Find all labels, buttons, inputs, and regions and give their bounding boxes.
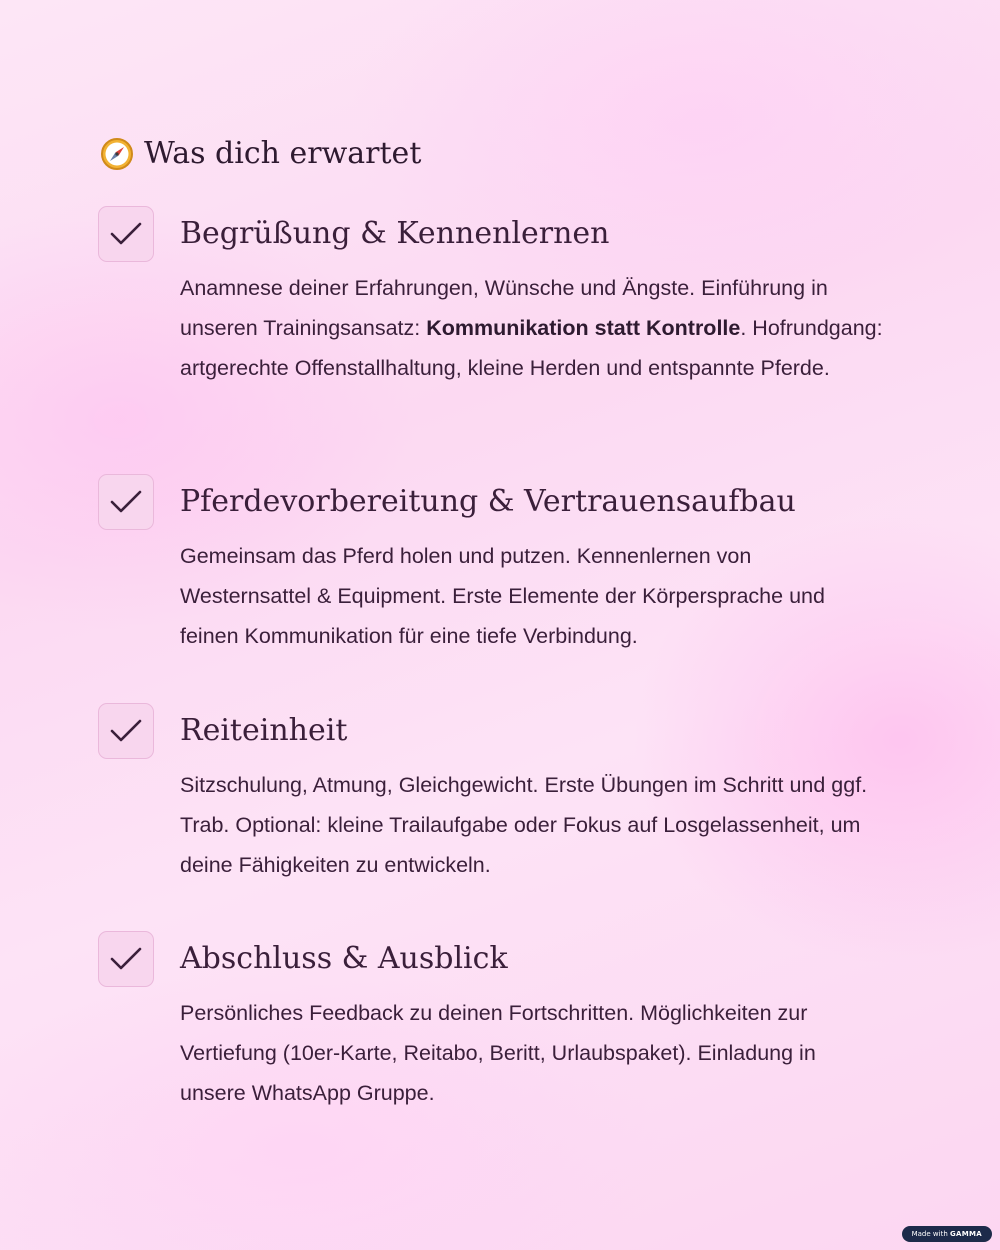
checkbox [98, 931, 154, 987]
checkmark-icon [109, 489, 143, 515]
badge-brand: GAMMA [949, 1230, 982, 1238]
checkbox [98, 206, 154, 262]
page-title-text: Was dich erwartet [144, 136, 422, 171]
section-text [180, 268, 885, 388]
section-heading: Pferdevorbereitung & Vertrauensaufbau [180, 484, 796, 519]
section-text: Persönliches Feedback zu deinen Fortschritten. Möglichkeiten zur Vertiefung (10er-Karte, Reitabo, Beritt, Urlaubspaket). Einladung in unsere WhatsApp Gruppe. [180, 1001, 816, 1105]
checkmark-icon [109, 946, 143, 972]
section-text-bold: Kommunikation statt Kontrolle [426, 316, 741, 340]
section-text-part: . Hofrundgang: artgerechte Offenstallhaltung, kleine Herden und entspannte Pferde. [180, 316, 883, 380]
section-text: Gemeinsam das Pferd holen und putzen. Kennenlernen von Westernsattel & Equipment. Erste Elemente der Körpersprache und feinen Kommunikation für eine tiefe Verbindung. [180, 544, 825, 648]
section-text: Sitzschulung, Atmung, Gleichgewicht. Erste Übungen im Schritt und ggf. Trab. Optional: kleine Trailaufgabe oder Fokus auf Losgelassenheit, um deine Fähigkeiten zu entwickeln. [180, 773, 868, 877]
section-text-part: Anamnese deiner Erfahrungen, Wünsche und Ängste. Einführung in unseren Trainingsansatz: [180, 276, 828, 340]
checkbox [98, 474, 154, 530]
badge-prefix: Made with [911, 1230, 948, 1238]
section-heading: Reiteinheit [180, 713, 348, 748]
made-with-gamma-badge[interactable] [902, 1226, 992, 1242]
page-title [100, 136, 421, 171]
section-heading: Begrüßung & Kennenlernen [180, 216, 610, 251]
compass-icon [100, 137, 134, 171]
section-heading: Abschluss & Ausblick [180, 941, 508, 976]
checkmark-icon [109, 718, 143, 744]
checkmark-icon [109, 221, 143, 247]
checkbox [98, 703, 154, 759]
